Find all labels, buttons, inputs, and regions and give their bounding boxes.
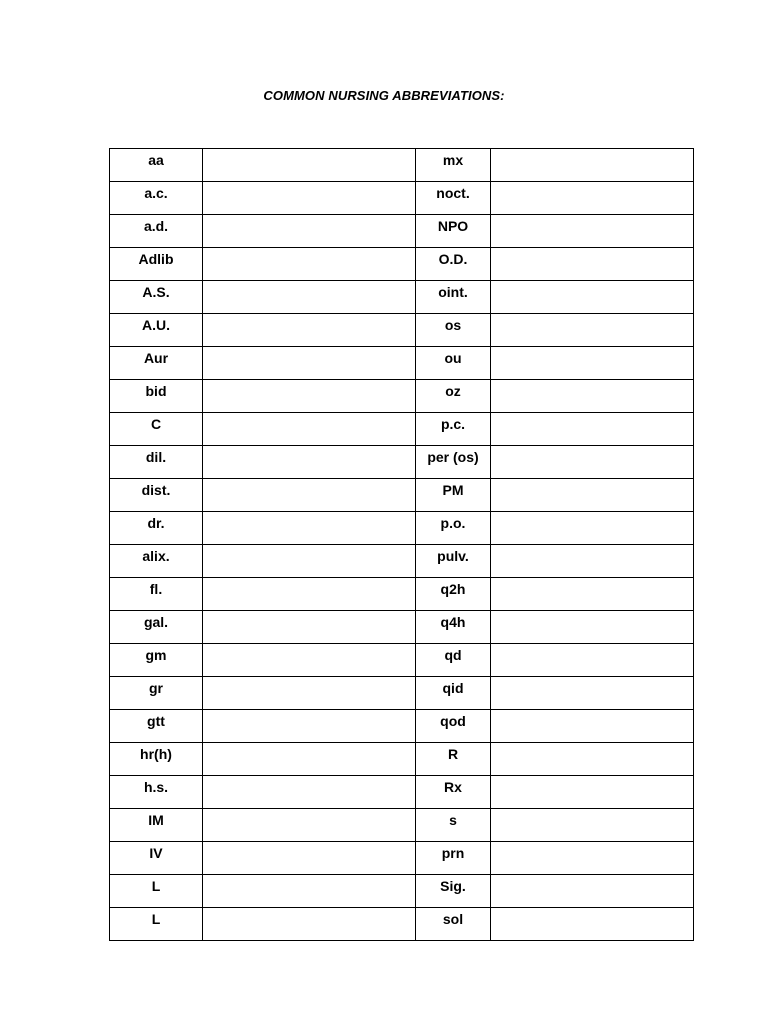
abbreviation-cell-left: a.d. [110, 215, 203, 248]
table-row [110, 677, 694, 710]
abbreviation-cell-right: oz [416, 380, 491, 413]
abbreviation-cell-left: A.S. [110, 281, 203, 314]
meaning-cell-left [203, 314, 416, 347]
abbreviation-cell-right: noct. [416, 182, 491, 215]
abbreviation-cell-left: hr(h) [110, 743, 203, 776]
meaning-cell-left [203, 743, 416, 776]
abbreviation-cell-left: gtt [110, 710, 203, 743]
abbreviation-cell-left: bid [110, 380, 203, 413]
table-row [110, 710, 694, 743]
meaning-cell-left [203, 215, 416, 248]
abbreviation-cell-right: qod [416, 710, 491, 743]
meaning-cell-left [203, 380, 416, 413]
abbreviation-cell-left: C [110, 413, 203, 446]
table-row [110, 479, 694, 512]
table-row [110, 512, 694, 545]
table-row [110, 908, 694, 941]
table-row [110, 842, 694, 875]
table-row [110, 611, 694, 644]
abbreviation-cell-right: q2h [416, 578, 491, 611]
meaning-cell-left [203, 578, 416, 611]
table-row [110, 875, 694, 908]
meaning-cell-left [203, 512, 416, 545]
abbreviation-cell-left: fl. [110, 578, 203, 611]
abbreviation-cell-right: R [416, 743, 491, 776]
table-row [110, 182, 694, 215]
meaning-cell-right [491, 314, 694, 347]
abbreviation-cell-left: alix. [110, 545, 203, 578]
abbreviation-cell-left: dil. [110, 446, 203, 479]
meaning-cell-right [491, 776, 694, 809]
meaning-cell-right [491, 347, 694, 380]
table-row [110, 743, 694, 776]
abbreviation-cell-left: h.s. [110, 776, 203, 809]
abbreviation-cell-right: per (os) [416, 446, 491, 479]
meaning-cell-left [203, 479, 416, 512]
abbreviation-cell-right: qd [416, 644, 491, 677]
abbreviation-cell-left: gr [110, 677, 203, 710]
meaning-cell-right [491, 380, 694, 413]
meaning-cell-left [203, 611, 416, 644]
meaning-cell-right [491, 842, 694, 875]
abbreviation-cell-right: O.D. [416, 248, 491, 281]
document-title: COMMON NURSING ABBREVIATIONS: [263, 88, 505, 103]
abbreviation-cell-right: PM [416, 479, 491, 512]
table-row [110, 809, 694, 842]
meaning-cell-left [203, 710, 416, 743]
meaning-cell-right [491, 215, 694, 248]
abbreviation-cell-right: sol [416, 908, 491, 941]
meaning-cell-left [203, 446, 416, 479]
abbreviation-cell-right: Sig. [416, 875, 491, 908]
meaning-cell-right [491, 875, 694, 908]
abbreviation-cell-left: L [110, 875, 203, 908]
table-row [110, 776, 694, 809]
meaning-cell-left [203, 281, 416, 314]
meaning-cell-right [491, 182, 694, 215]
meaning-cell-left [203, 149, 416, 182]
abbreviation-cell-left: Aur [110, 347, 203, 380]
abbreviation-cell-left: IV [110, 842, 203, 875]
meaning-cell-left [203, 248, 416, 281]
meaning-cell-left [203, 545, 416, 578]
abbreviation-cell-left: Adlib [110, 248, 203, 281]
meaning-cell-right [491, 578, 694, 611]
meaning-cell-right [491, 281, 694, 314]
meaning-cell-left [203, 182, 416, 215]
abbreviation-cell-right: prn [416, 842, 491, 875]
abbreviation-cell-left: IM [110, 809, 203, 842]
abbreviation-cell-right: pulv. [416, 545, 491, 578]
meaning-cell-right [491, 479, 694, 512]
meaning-cell-right [491, 248, 694, 281]
abbreviation-cell-right: ou [416, 347, 491, 380]
meaning-cell-left [203, 809, 416, 842]
table-row [110, 644, 694, 677]
meaning-cell-right [491, 512, 694, 545]
table-row [110, 413, 694, 446]
table-row [110, 380, 694, 413]
meaning-cell-right [491, 413, 694, 446]
meaning-cell-left [203, 413, 416, 446]
abbreviation-cell-left: aa [110, 149, 203, 182]
table-row [110, 545, 694, 578]
meaning-cell-left [203, 908, 416, 941]
meaning-cell-left [203, 644, 416, 677]
abbreviation-cell-right: mx [416, 149, 491, 182]
meaning-cell-right [491, 743, 694, 776]
abbreviations-table [109, 148, 694, 941]
abbreviation-cell-right: p.o. [416, 512, 491, 545]
table-row [110, 149, 694, 182]
meaning-cell-right [491, 545, 694, 578]
abbreviation-cell-left: gm [110, 644, 203, 677]
abbreviation-cell-left: a.c. [110, 182, 203, 215]
meaning-cell-right [491, 611, 694, 644]
abbreviation-cell-right: s [416, 809, 491, 842]
abbreviation-cell-left: dist. [110, 479, 203, 512]
meaning-cell-left [203, 776, 416, 809]
abbreviation-cell-right: qid [416, 677, 491, 710]
abbreviation-cell-right: q4h [416, 611, 491, 644]
abbreviation-cell-left: L [110, 908, 203, 941]
meaning-cell-right [491, 644, 694, 677]
meaning-cell-right [491, 809, 694, 842]
abbreviation-cell-right: oint. [416, 281, 491, 314]
abbreviation-cell-right: NPO [416, 215, 491, 248]
table-row [110, 578, 694, 611]
meaning-cell-left [203, 842, 416, 875]
abbreviation-cell-left: A.U. [110, 314, 203, 347]
abbreviation-cell-right: p.c. [416, 413, 491, 446]
meaning-cell-right [491, 710, 694, 743]
table-row [110, 215, 694, 248]
table-row [110, 347, 694, 380]
meaning-cell-left [203, 677, 416, 710]
abbreviation-cell-left: dr. [110, 512, 203, 545]
abbreviation-cell-right: os [416, 314, 491, 347]
meaning-cell-left [203, 347, 416, 380]
table-row [110, 446, 694, 479]
meaning-cell-right [491, 446, 694, 479]
abbreviation-cell-left: gal. [110, 611, 203, 644]
table-row [110, 281, 694, 314]
abbreviation-cell-right: Rx [416, 776, 491, 809]
table-row [110, 314, 694, 347]
meaning-cell-right [491, 149, 694, 182]
meaning-cell-left [203, 875, 416, 908]
meaning-cell-right [491, 908, 694, 941]
table-row [110, 248, 694, 281]
meaning-cell-right [491, 677, 694, 710]
